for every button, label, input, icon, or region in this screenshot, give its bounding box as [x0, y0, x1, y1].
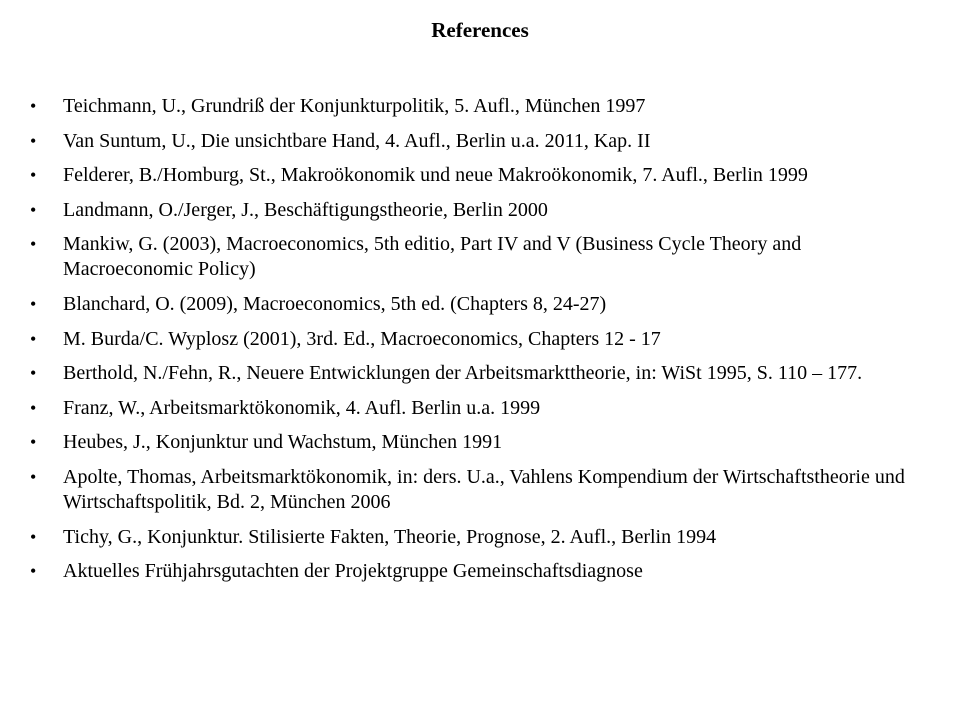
reference-text: Aktuelles Frühjahrsgutachten der Projektgruppe Gemeinschaftsdiagnose — [63, 560, 643, 583]
bullet: • — [30, 234, 37, 255]
reference-item-13 — [30, 559, 930, 584]
reference-item-3 — [30, 163, 930, 188]
bullet: • — [30, 526, 37, 547]
reference-text: Berthold, N./Fehn, R., Neuere Entwicklungen der Arbeitsmarkttheorie, in: WiSt 1995, S. 110 – 177. — [63, 362, 863, 385]
reference-text: Teichmann, U., Grundriß der Konjunkturpolitik, 5. Aufl., München 1997 — [63, 95, 646, 117]
reference-item-8 — [30, 361, 930, 386]
reference-item-6 — [30, 292, 930, 317]
bullet: • — [30, 328, 37, 349]
references-list — [30, 94, 930, 594]
bullet: • — [30, 397, 37, 418]
bullet: • — [30, 363, 37, 384]
reference-text: Heubes, J., Konjunktur und Wachstum, München 1991 — [63, 431, 503, 454]
bullet: • — [30, 199, 37, 220]
reference-item-11 — [30, 465, 930, 515]
bullet: • — [30, 96, 37, 116]
reference-item-2 — [30, 129, 930, 154]
reference-text: M. Burda/C. Wyplosz (2001), 3rd. Ed., Macroeconomics, Chapters 12 - 17 — [63, 327, 661, 350]
reference-text: Tichy, G., Konjunktur. Stilisierte Fakten, Theorie, Prognose, 2. Aufl., Berlin 1994 — [63, 525, 717, 548]
reference-text: Felderer, B./Homburg, St., Makroökonomik und neue Makroökonomik, 7. Aufl., Berlin 1999 — [63, 164, 808, 187]
bullet: • — [30, 293, 37, 314]
reference-item-1 — [30, 94, 930, 119]
bullet: • — [30, 466, 37, 487]
reference-item-10 — [30, 430, 930, 455]
reference-item-4 — [30, 198, 930, 223]
reference-item-5 — [30, 232, 930, 282]
page-title: References — [431, 18, 529, 42]
bullet: • — [30, 165, 37, 186]
reference-text: Blanchard, O. (2009), Macroeconomics, 5th ed. (Chapters 8, 24-27) — [63, 292, 607, 315]
reference-text: Apolte, Thomas, Arbeitsmarktökonomik, in: ders. U.a., Vahlens Kompendium der Wirtschaftstheorie und Wirtschaftspolitik, Bd. 2, München 2006 — [63, 465, 905, 513]
bullet: • — [30, 130, 37, 151]
reference-item-9 — [30, 396, 930, 421]
bullet: • — [30, 561, 37, 582]
reference-text: Franz, W., Arbeitsmarktökonomik, 4. Aufl. Berlin u.a. 1999 — [63, 396, 541, 419]
reference-text: Landmann, O./Jerger, J., Beschäftigungstheorie, Berlin 2000 — [63, 198, 548, 221]
reference-text: Van Suntum, U., Die unsichtbare Hand, 4. Aufl., Berlin u.a. 2011, Kap. II — [63, 129, 651, 152]
bullet: • — [30, 432, 37, 453]
reference-item-7 — [30, 327, 930, 352]
reference-text: Mankiw, G. (2003), Macroeconomics, 5th editio, Part IV and V (Business Cycle Theory and Macroeconomic Policy) — [63, 233, 802, 281]
reference-item-12 — [30, 525, 930, 550]
